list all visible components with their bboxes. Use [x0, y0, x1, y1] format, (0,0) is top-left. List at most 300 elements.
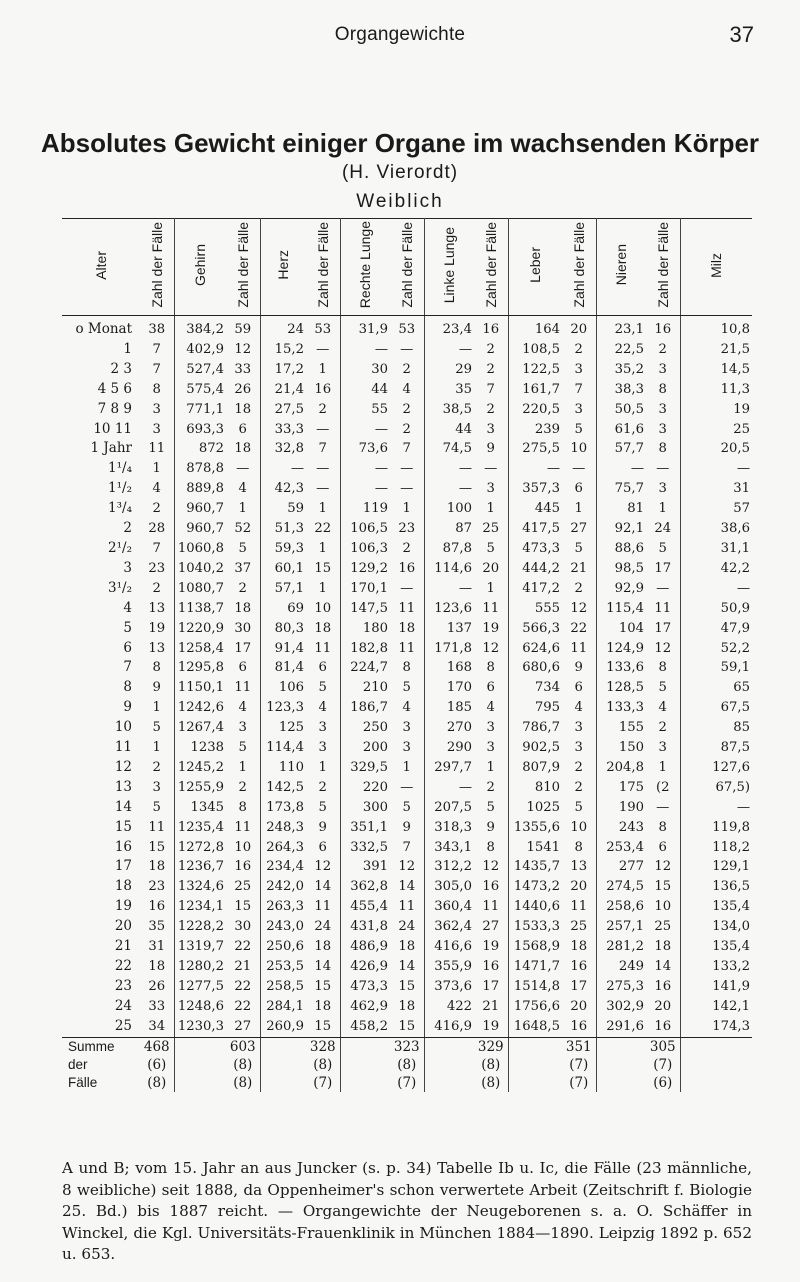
case-count-cell: 1 — [226, 758, 260, 778]
case-count-cell: 11 — [390, 639, 424, 659]
case-count-cell: 4 — [562, 698, 596, 718]
age-cell: 1 Jahr — [90, 440, 132, 457]
column-header — [260, 219, 306, 316]
age-cell: 1¹/₂ — [108, 480, 132, 497]
weight-cell: 106,5 — [350, 521, 388, 537]
summary-value: (6) — [140, 1056, 174, 1074]
weight-cell: — — [458, 481, 472, 497]
column-header — [646, 219, 680, 316]
case-count-cell: 14 — [306, 957, 340, 977]
case-count-cell: 1 — [474, 579, 508, 599]
weight-cell: 38,6 — [720, 521, 750, 537]
weight-cell: 91,4 — [274, 640, 304, 656]
weight-cell: 142,5 — [266, 779, 304, 795]
age-cell: 22 — [114, 958, 132, 974]
column-header-label: Herz — [275, 250, 292, 280]
case-count-cell: 7 — [140, 360, 174, 380]
weight-cell: 55 — [371, 401, 388, 417]
summary-value: (8) — [474, 1074, 508, 1092]
case-count-cell: 27 — [562, 519, 596, 539]
case-count-cell: 5 — [306, 678, 340, 698]
table-row — [62, 758, 752, 778]
case-count-cell: 23 — [390, 519, 424, 539]
summary-row — [62, 1074, 752, 1092]
case-count-cell: 8 — [562, 838, 596, 858]
weight-cell: 1277,5 — [177, 978, 224, 994]
weight-cell: 47,9 — [720, 620, 750, 636]
weight-cell: 115,4 — [606, 600, 644, 616]
weight-cell: 161,7 — [522, 381, 560, 397]
weight-cell: — — [630, 461, 644, 477]
summary-label: Summe — [68, 1038, 115, 1054]
case-count-cell: 1 — [140, 459, 174, 479]
weight-cell: 31,9 — [358, 322, 388, 337]
age-cell: 9 — [123, 699, 132, 716]
case-count-cell: 2 — [306, 778, 340, 798]
weight-cell: 297,7 — [434, 759, 472, 775]
case-count-cell: 5 — [306, 798, 340, 818]
weight-cell: 24 — [287, 322, 304, 337]
weight-cell: 343,1 — [434, 839, 472, 855]
weight-cell: 137 — [446, 620, 472, 636]
weight-cell: 15,2 — [274, 341, 304, 357]
summary-value: (8) — [390, 1056, 424, 1074]
summary-empty-cell — [424, 1074, 474, 1092]
weight-cell: 59,1 — [720, 660, 750, 676]
weight-cell: 555 — [534, 600, 560, 616]
weight-cell: — — [458, 779, 472, 795]
weight-cell: 416,6 — [434, 939, 472, 955]
weight-cell: 142,1 — [712, 998, 750, 1014]
case-count-cell: 4 — [390, 698, 424, 718]
case-count-cell: 15 — [390, 977, 424, 997]
weight-cell: 258,6 — [606, 899, 644, 915]
case-count-cell: — — [306, 340, 340, 360]
summary-empty-cell — [340, 1056, 390, 1074]
table-row — [62, 499, 752, 519]
summary-value: 468 — [140, 1037, 174, 1056]
weight-cell: 210 — [362, 680, 388, 696]
weight-cell: 1280,2 — [177, 959, 224, 974]
summary-empty-cell — [260, 1056, 306, 1074]
case-count-cell: 1 — [140, 698, 174, 718]
weight-cell: — — [374, 421, 388, 437]
weight-cell: 302,9 — [606, 998, 644, 1014]
age-cell: 2¹/₂ — [108, 539, 132, 556]
case-count-cell: 4 — [226, 698, 260, 718]
weight-cell: 351,1 — [350, 819, 388, 835]
table-row — [62, 698, 752, 718]
case-count-cell: 3 — [562, 718, 596, 738]
case-count-cell: 6 — [562, 678, 596, 698]
weight-cell: 67,5) — [715, 779, 750, 795]
table-row — [62, 997, 752, 1017]
weight-cell: 373,6 — [434, 978, 472, 994]
age-cell: 3 — [123, 559, 132, 576]
weight-cell: 1324,6 — [177, 879, 224, 895]
table-row — [62, 658, 752, 678]
weight-cell: 305,0 — [434, 879, 472, 895]
age-cell: 18 — [114, 878, 132, 895]
weight-cell: 59,3 — [274, 540, 304, 556]
case-count-cell: 21 — [226, 957, 260, 977]
case-count-cell: 3 — [646, 360, 680, 380]
case-count-cell: 4 — [306, 698, 340, 718]
weight-cell: 1568,9 — [513, 939, 560, 955]
weight-cell: 136,5 — [712, 879, 750, 895]
weight-cell: 74,5 — [442, 441, 472, 457]
case-count-cell: 4 — [474, 698, 508, 718]
case-count-cell: 9 — [562, 658, 596, 678]
column-header — [596, 219, 646, 316]
case-count-cell: 11 — [646, 599, 680, 619]
column-header-label: Zahl der Fälle — [482, 222, 499, 308]
weight-cell: 80,3 — [274, 620, 304, 636]
case-count-cell: 4 — [226, 479, 260, 499]
weight-cell: 445 — [534, 501, 560, 517]
case-count-cell: 7 — [390, 439, 424, 459]
table-row — [62, 420, 752, 440]
case-count-cell: 20 — [474, 559, 508, 579]
case-count-cell: 8 — [474, 838, 508, 858]
case-count-cell: 8 — [646, 658, 680, 678]
table-row — [62, 678, 752, 698]
case-count-cell: 2 — [474, 400, 508, 420]
case-count-cell: 1 — [390, 758, 424, 778]
weight-cell: 185 — [446, 700, 472, 716]
case-count-cell: 18 — [562, 937, 596, 957]
weight-cell: 98,5 — [614, 560, 644, 576]
case-count-cell: 12 — [562, 599, 596, 619]
case-count-cell: 18 — [226, 439, 260, 459]
weight-cell: 33,3 — [274, 421, 304, 437]
case-count-cell: 33 — [140, 997, 174, 1017]
age-cell: 13 — [114, 778, 132, 795]
case-count-cell: 12 — [226, 340, 260, 360]
weight-cell: 87,8 — [442, 540, 472, 556]
weight-cell: 1648,5 — [508, 1017, 562, 1037]
case-count-cell: 2 — [474, 340, 508, 360]
weight-cell: 88,6 — [614, 540, 644, 556]
case-count-cell: 11 — [140, 818, 174, 838]
case-count-cell: 18 — [226, 400, 260, 420]
table-row — [62, 917, 752, 937]
weight-cell: 60,1 — [274, 560, 304, 576]
summary-value: (8) — [226, 1074, 260, 1092]
case-count-cell: 22 — [562, 619, 596, 639]
weight-cell: 455,4 — [350, 899, 388, 915]
weight-cell: — — [458, 461, 472, 477]
weight-cell: — — [374, 461, 388, 477]
case-count-cell: 20 — [562, 997, 596, 1017]
case-count-cell: 30 — [226, 917, 260, 937]
weight-cell: 360,4 — [434, 899, 472, 915]
weight-cell: 35,2 — [614, 361, 644, 377]
age-cell: 4 — [123, 599, 132, 616]
column-header-label: Rechte Lunge — [357, 221, 374, 309]
column-header — [562, 219, 596, 316]
weight-cell: 118,2 — [712, 839, 750, 855]
case-count-cell: 2 — [306, 400, 340, 420]
weight-cell: 1533,3 — [513, 919, 560, 935]
case-count-cell: 23 — [140, 877, 174, 897]
summary-empty-cell — [174, 1037, 226, 1056]
table-row — [62, 937, 752, 957]
age-cell: 11 — [114, 739, 132, 756]
case-count-cell: 5 — [646, 539, 680, 559]
weight-cell: 431,8 — [350, 919, 388, 935]
weight-cell: 50,5 — [614, 401, 644, 417]
column-header — [140, 219, 174, 316]
weight-cell: 384,2 — [186, 322, 224, 337]
case-count-cell: 1 — [562, 499, 596, 519]
weight-cell: 204,8 — [606, 759, 644, 775]
weight-cell: 220 — [362, 779, 388, 795]
age-cell: 7 8 9 — [97, 400, 132, 417]
weight-cell: 312,2 — [434, 859, 472, 875]
weight-cell: 810 — [534, 779, 560, 795]
weight-cell: 1220,9 — [177, 620, 224, 636]
weight-cell: 1255,9 — [177, 779, 224, 795]
case-count-cell: 24 — [306, 917, 340, 937]
table-row — [62, 857, 752, 877]
footnote: A und B; vom 15. Jahr an aus Juncker (s. p. 34) Tabelle Ib u. Ic, die Fälle (23 männliche, 8 weibliche) seit 1888, da Oppenheimer's schon verwertete Arbeit (Zeitschrift f. Biologie 25. Bd.) bis 1887 reicht. — Organgewichte der Neugeborenen s. a. O. Schäffer in Winckel, die Kgl. Universitäts-Frauenklinik in München 1884—1890. Leipzig 1892 p. 652 u. 653. — [62, 1159, 752, 1263]
weight-cell: 75,7 — [614, 481, 644, 497]
case-count-cell: 6 — [474, 678, 508, 698]
case-count-cell: 25 — [562, 917, 596, 937]
weight-cell: 566,3 — [522, 620, 560, 636]
weight-cell: 31 — [733, 481, 750, 497]
weight-cell: 29 — [455, 361, 472, 377]
weight-cell: 291,6 — [596, 1017, 646, 1037]
case-count-cell: 2 — [226, 778, 260, 798]
case-count-cell: 22 — [226, 997, 260, 1017]
case-count-cell: — — [562, 459, 596, 479]
case-count-cell: 19 — [140, 619, 174, 639]
case-count-cell: 2 — [140, 758, 174, 778]
case-count-cell: 22 — [226, 937, 260, 957]
weight-cell: 1245,2 — [177, 759, 224, 775]
case-count-cell: 52 — [226, 519, 260, 539]
weight-cell: 44 — [455, 421, 472, 437]
weight-cell: 224,7 — [350, 660, 388, 676]
column-header-label: Zahl der Fälle — [654, 222, 671, 308]
weight-cell: 73,6 — [358, 441, 388, 457]
weight-cell: 20,5 — [720, 441, 750, 457]
weight-cell: 234,4 — [266, 859, 304, 875]
case-count-cell: 13 — [140, 599, 174, 619]
age-cell: 15 — [114, 818, 132, 835]
weight-cell: 170 — [446, 680, 472, 696]
weight-cell: 135,4 — [712, 899, 750, 915]
weight-cell: 119,8 — [712, 819, 750, 835]
weight-cell: 59 — [287, 501, 304, 517]
case-count-cell: 28 — [140, 519, 174, 539]
weight-cell: 170,1 — [350, 580, 388, 596]
table-row — [62, 380, 752, 400]
weight-cell: 147,5 — [350, 600, 388, 616]
weight-cell: 332,5 — [350, 839, 388, 855]
age-cell: o Monat — [75, 321, 132, 337]
weight-cell: 795 — [534, 700, 560, 716]
case-count-cell: 3 — [390, 718, 424, 738]
weight-cell: — — [458, 341, 472, 357]
case-count-cell: 5 — [140, 718, 174, 738]
weight-cell: 123,3 — [266, 700, 304, 716]
case-count-cell: 12 — [474, 857, 508, 877]
weight-cell: 771,1 — [186, 401, 224, 417]
weight-cell: 87 — [455, 521, 472, 537]
case-count-cell: 2 — [140, 499, 174, 519]
column-header — [424, 219, 474, 316]
table-row — [62, 599, 752, 619]
case-count-cell: 3 — [646, 738, 680, 758]
case-count-cell: 8 — [226, 798, 260, 818]
case-count-cell: 22 — [306, 519, 340, 539]
age-cell: 3¹/₂ — [108, 579, 132, 596]
summary-empty-cell — [508, 1074, 562, 1092]
table-row — [62, 539, 752, 559]
case-count-cell: 1 — [226, 499, 260, 519]
summary-value: (7) — [306, 1074, 340, 1092]
table-row — [62, 400, 752, 420]
case-count-cell: — — [390, 778, 424, 798]
case-count-cell: 11 — [474, 599, 508, 619]
section-label: Weiblich — [356, 191, 444, 212]
case-count-cell: 8 — [140, 380, 174, 400]
weight-cell: 57,1 — [274, 580, 304, 596]
weight-cell: 27,5 — [274, 401, 304, 417]
weight-cell: 171,8 — [434, 640, 472, 656]
case-count-cell: 7 — [140, 340, 174, 360]
summary-empty-cell — [680, 1074, 752, 1092]
weight-cell: 1230,3 — [174, 1017, 226, 1037]
column-header — [306, 219, 340, 316]
weight-cell: 57 — [733, 501, 750, 517]
case-count-cell: 14 — [390, 877, 424, 897]
case-count-cell: 16 — [306, 380, 340, 400]
weight-cell: 1355,6 — [513, 819, 560, 835]
case-count-cell: 5 — [140, 798, 174, 818]
weight-cell: 284,1 — [266, 998, 304, 1014]
case-count-cell: 5 — [562, 539, 596, 559]
weight-cell: 253,5 — [266, 959, 304, 974]
age-cell: 12 — [114, 758, 132, 775]
case-count-cell: 2 — [390, 539, 424, 559]
summary-value: (8) — [226, 1056, 260, 1074]
weight-cell: 260,9 — [260, 1017, 306, 1037]
weight-cell: 624,6 — [522, 640, 560, 656]
weight-cell: 129,2 — [350, 560, 388, 576]
weight-cell: 680,6 — [522, 660, 560, 676]
case-count-cell: — — [390, 340, 424, 360]
weight-cell: 25 — [733, 421, 750, 437]
weight-cell: 104 — [618, 620, 644, 636]
case-count-cell: 2 — [646, 718, 680, 738]
age-cell: 10 — [114, 719, 132, 736]
weight-cell: 1514,8 — [513, 978, 560, 994]
case-count-cell: 15 — [390, 1017, 424, 1037]
case-count-cell: 1 — [306, 539, 340, 559]
case-count-cell: 2 — [474, 778, 508, 798]
case-count-cell: 6 — [226, 658, 260, 678]
case-count-cell: 16 — [646, 1017, 680, 1037]
case-count-cell: 3 — [140, 400, 174, 420]
summary-empty-cell — [596, 1056, 646, 1074]
case-count-cell: 18 — [390, 997, 424, 1017]
case-count-cell: 11 — [390, 897, 424, 917]
case-count-cell: 31 — [140, 937, 174, 957]
case-count-cell: 16 — [474, 877, 508, 897]
case-count-cell: 5 — [474, 539, 508, 559]
weight-cell: 362,8 — [350, 879, 388, 895]
weight-cell: 1025 — [526, 799, 560, 815]
age-cell: 8 — [123, 679, 132, 696]
case-count-cell: 12 — [646, 857, 680, 877]
column-header-label: Zahl der Fälle — [570, 222, 587, 308]
weight-cell: 290 — [446, 740, 472, 756]
case-count-cell: 25 — [646, 917, 680, 937]
weight-cell: 1295,8 — [177, 660, 224, 676]
weight-cell: 207,5 — [434, 799, 472, 815]
weight-cell: 173,8 — [266, 799, 304, 815]
table-row — [62, 439, 752, 459]
weight-cell: 281,2 — [606, 939, 644, 955]
weight-cell: 902,5 — [522, 740, 560, 756]
case-count-cell: 21 — [474, 997, 508, 1017]
age-cell: 21 — [114, 938, 132, 955]
summary-empty-cell — [596, 1037, 646, 1056]
column-header-label: Zahl der Fälle — [234, 222, 251, 308]
case-count-cell: 16 — [140, 897, 174, 917]
page-header — [0, 20, 800, 50]
case-count-cell: 3 — [646, 420, 680, 440]
summary-value: 329 — [474, 1037, 508, 1056]
case-count-cell: 1 — [306, 360, 340, 380]
weight-cell: 270 — [446, 720, 472, 736]
summary-empty-cell — [508, 1056, 562, 1074]
case-count-cell: 15 — [646, 877, 680, 897]
weight-cell: 1235,4 — [177, 819, 224, 835]
weight-cell: 23,4 — [442, 322, 472, 337]
case-count-cell: 8 — [646, 439, 680, 459]
case-count-cell: 9 — [306, 818, 340, 838]
table-row — [62, 838, 752, 858]
weight-cell: 81 — [627, 501, 644, 517]
case-count-cell: 16 — [474, 957, 508, 977]
case-count-cell: 20 — [646, 997, 680, 1017]
weight-cell: 357,3 — [522, 481, 560, 497]
weight-cell: 42,2 — [720, 560, 750, 576]
weight-cell: 92,1 — [614, 521, 644, 537]
weight-cell: 65 — [733, 680, 750, 696]
weight-cell: 44 — [371, 381, 388, 397]
case-count-cell: 17 — [474, 977, 508, 997]
age-cell: 10 11 — [93, 420, 132, 437]
summary-value: 351 — [562, 1037, 596, 1056]
case-count-cell: 15 — [306, 1017, 340, 1037]
case-count-cell: 18 — [140, 957, 174, 977]
case-count-cell: 10 — [646, 897, 680, 917]
case-count-cell: 18 — [306, 937, 340, 957]
weight-cell: 168 — [446, 660, 472, 676]
weight-cell: 124,9 — [606, 640, 644, 656]
weight-cell: 1541 — [526, 839, 560, 855]
weight-cell: 42,3 — [274, 481, 304, 497]
summary-label: Fälle — [68, 1074, 98, 1090]
case-count-cell: 14 — [306, 877, 340, 897]
case-count-cell: 11 — [226, 818, 260, 838]
